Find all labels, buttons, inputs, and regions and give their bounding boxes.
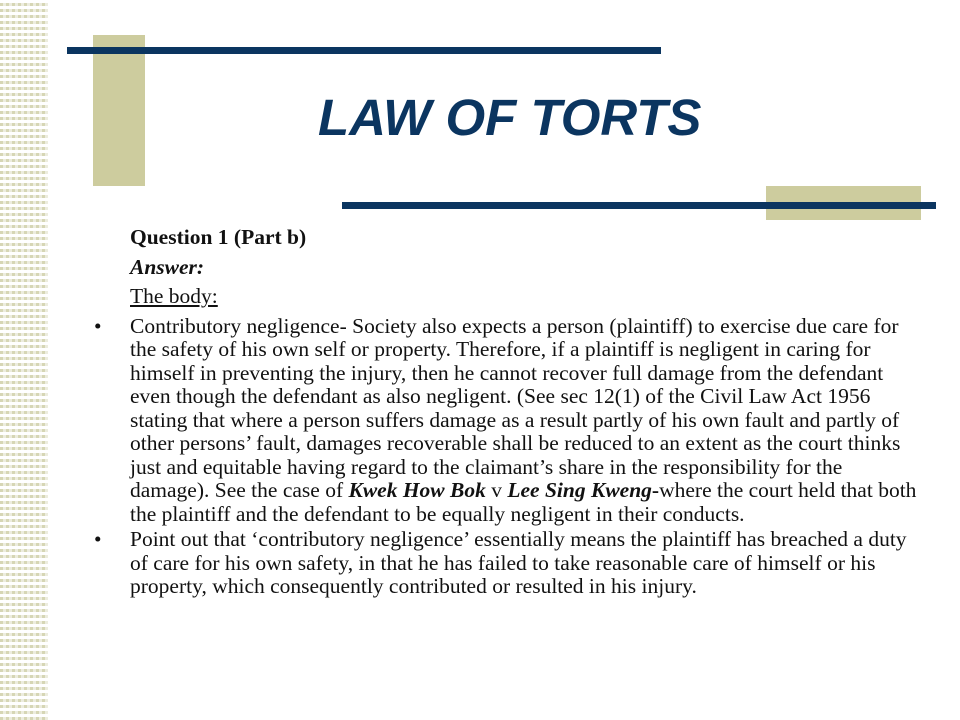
navy-rule-bottom bbox=[342, 202, 936, 209]
navy-rule-top bbox=[67, 47, 661, 54]
bullet-item bbox=[88, 528, 920, 599]
bullet-marker: • bbox=[94, 527, 102, 551]
dash-text: - bbox=[651, 478, 660, 502]
bullet-text-contributory-negligence bbox=[130, 315, 920, 527]
bullet-text-point-out: Point out that ‘contributory negligence’ essentially means the plaintiff has breached a duty of care for his own safety, in that he has failed to take reasonable care of himself or his property, which consequently contributed or resulted in his injury. bbox=[130, 527, 907, 598]
striped-margin-decoration bbox=[0, 0, 48, 720]
page-title: LAW OF TORTS bbox=[318, 89, 702, 146]
tan-accent-block-top bbox=[93, 35, 145, 186]
bullet-text-part: Contributory negligence- Society also expects a person (plaintiff) to exercise due care for the safety of his own self or property. Therefore, if a plaintiff is negligent in caring for himself in preventing the injury, then he cannot recover full damage from the defendant even though the defendant as also negligent. (See sec 12(1) of the Civil Law Act 1956 stating that where a person suffers damage as a result partly of his own fault and partly of other persons’ fault, damages recoverable shall be reduced to an extent as the court thinks just and equitable having regard to the claimant’s share in the responsibility for the damage). See the case of bbox=[130, 313, 901, 502]
answer-label: Answer: bbox=[130, 254, 205, 279]
question-heading: Question 1 (Part b) bbox=[130, 225, 307, 249]
body-label: The body: bbox=[130, 284, 218, 308]
slide-body bbox=[88, 226, 920, 601]
case-name-lee-sing-kweng: Lee Sing Kweng bbox=[507, 478, 652, 502]
case-name-kwek-how-bok: Kwek How Bok bbox=[348, 478, 486, 502]
bullet-item bbox=[88, 315, 920, 527]
versus-text: v bbox=[485, 478, 508, 502]
bullet-text-part: where the court held that both the plaintiff and the defendant to be equally negligent in their conducts. bbox=[130, 478, 917, 526]
bullet-marker: • bbox=[94, 313, 102, 338]
